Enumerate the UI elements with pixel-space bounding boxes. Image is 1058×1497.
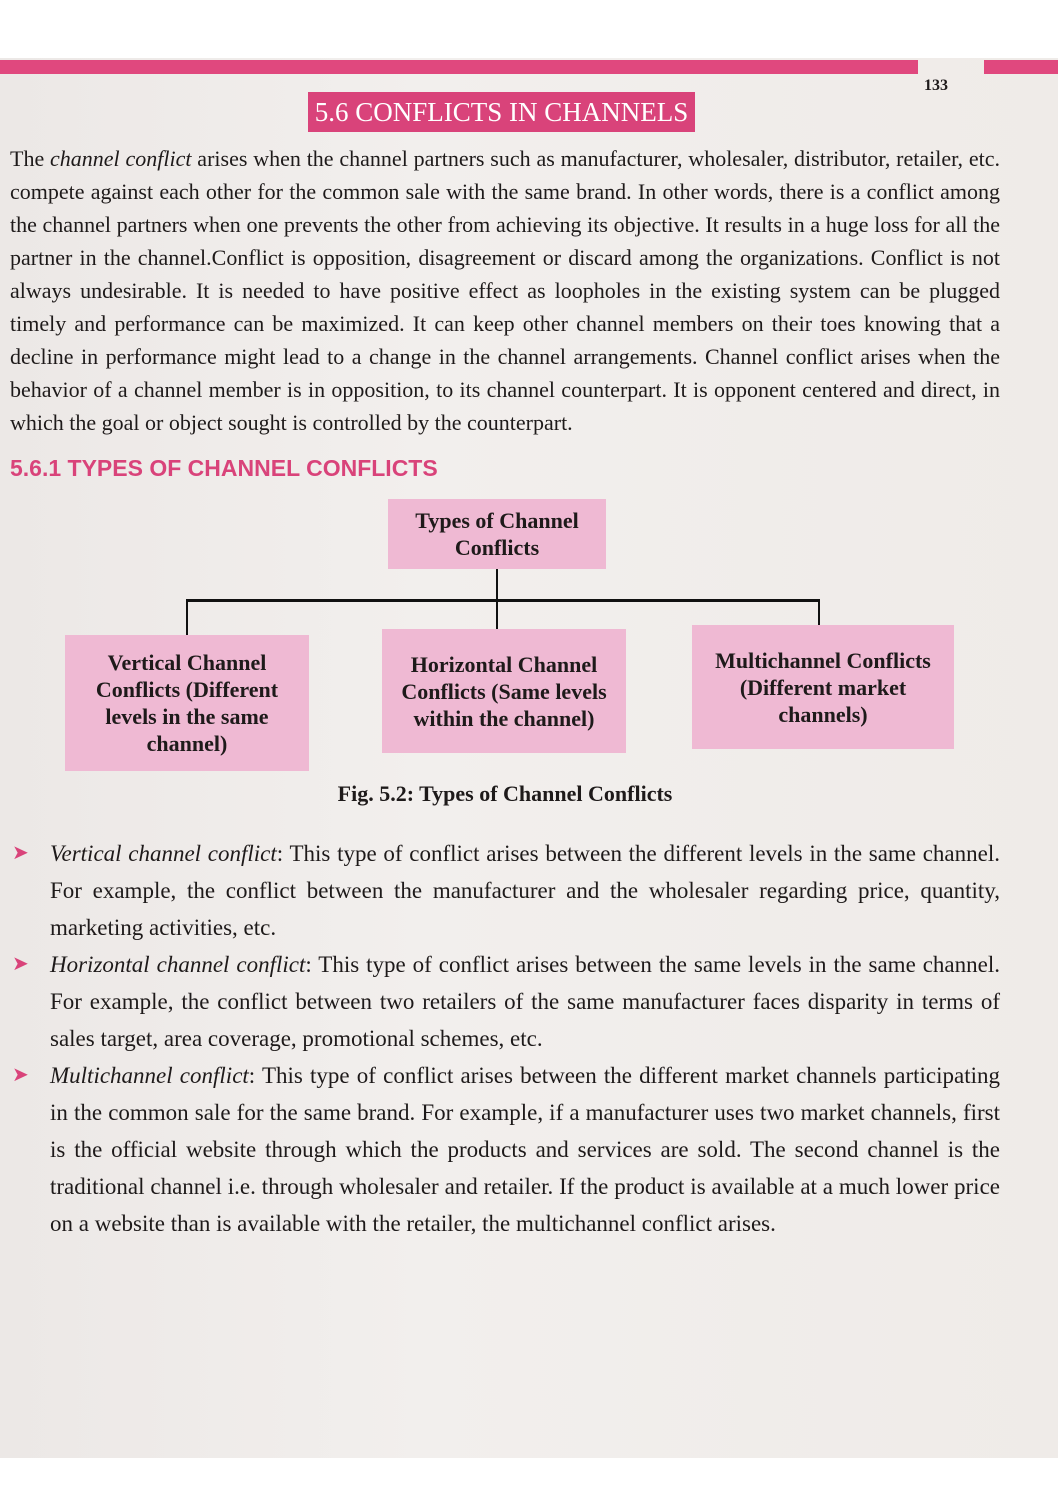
figure-caption: Fig. 5.2: Types of Channel Conflicts — [337, 781, 673, 806]
bullet-text: : This type of conflict arises between the different market channels participating in the common sale for the same brand. For example, if a manufacturer uses two market channels, first is the official website through which the products and services are sold. The second channel is the traditional channel i.e. through wholesaler and retailer. If the product is available at a much lower price on a website than is available with the retailer, the multichannel conflict arises. — [50, 1063, 1000, 1236]
section-title: 5.6 CONFLICTS IN CHANNELS — [308, 92, 695, 132]
arrow-right-icon: ➤ — [12, 953, 29, 975]
diagram-root: Types of Channel Conflicts — [388, 499, 606, 569]
header-band-right — [984, 60, 1058, 74]
diagram-child-multichannel: Multichannel Conflicts (Different market channels) — [692, 625, 954, 749]
arrow-right-icon: ➤ — [12, 1064, 29, 1086]
subsection-title: 5.6.1 TYPES OF CHANNEL CONFLICTS — [10, 455, 438, 481]
bullet-text: : This type of conflict arises between the different levels in the same channel. For example, the conflict between the manufacturer and the wholesaler regarding price, quantity, marketing activities, etc. — [50, 841, 1000, 940]
intro-lead: The — [10, 146, 51, 171]
diagram-child-horizontal: Horizontal Channel Conflicts (Same levels within the channel) — [382, 629, 626, 753]
page-number: 133 — [924, 77, 948, 94]
intro-paragraph — [10, 142, 1000, 439]
bullet-term: Horizontal channel conflict — [50, 952, 306, 977]
bullet-term: Multichannel conflict — [50, 1063, 249, 1088]
intro-text: arises when the channel partners such as manufacturer, wholesaler, distributor, retailer, etc. compete against each other for the common sale with the same brand. In other words, there is a conflict among the channel partners when one prevents the other from achieving its objective. It results in a huge loss for all the partner in the channel.Conflict is opposition, disagreement or discard among the organizations. Conflict is not always undesirable. It is needed to have positive effect as loopholes in the existing system can be plugged timely and performance can be maximized. It can keep other channel members on their toes knowing that a decline in performance might lead to a change in the channel arrangements. Channel conflict arises when the behavior of a channel member is in opposition, to its channel counterpart. It is opponent centered and direct, in which the goal or object sought is controlled by the counterpart. — [10, 146, 1001, 435]
diagram-child-vertical: Vertical Channel Conflicts (Different levels in the same channel) — [65, 635, 309, 771]
list-item — [12, 1057, 1000, 1242]
arrow-right-icon: ➤ — [12, 842, 29, 864]
bullet-text: : This type of conflict arises between the same levels in the same channel. For example, the conflict between two retailers of the same manufacturer faces disparity in terms of sales target, area coverage, promotional schemes, etc. — [50, 952, 1000, 1051]
connector — [186, 599, 188, 635]
intro-term: channel conflict — [50, 146, 192, 171]
bullet-list — [10, 835, 1000, 1242]
connector — [186, 599, 820, 602]
bullet-term: Vertical channel conflict — [50, 841, 277, 866]
header-band — [0, 60, 918, 74]
list-item — [12, 835, 1000, 946]
connector — [818, 599, 820, 625]
list-item — [12, 946, 1000, 1057]
connector — [496, 599, 498, 629]
page-content — [10, 142, 1000, 1242]
connector — [496, 569, 498, 599]
diagram — [10, 499, 1000, 771]
